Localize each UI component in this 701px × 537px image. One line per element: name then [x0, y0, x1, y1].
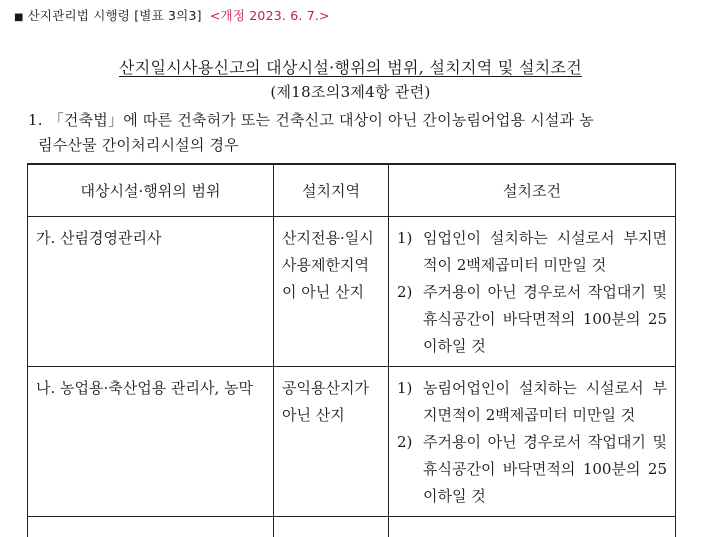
empty-cell [28, 517, 274, 537]
condition-text: 주거용이 아닌 경우로서 작업대기 및 휴식공간이 바닥면적의 100분의 25 이하일 것 [423, 279, 667, 360]
section-number: 1. [28, 111, 43, 129]
empty-cell [274, 517, 389, 537]
section-line-1 [28, 108, 683, 133]
facility-table [27, 163, 676, 537]
table-header-row [28, 164, 676, 217]
item-cell [28, 367, 274, 517]
document-header [14, 6, 330, 24]
condition-item [397, 375, 667, 429]
condition-number: 2) [397, 429, 423, 510]
section-line-2: 림수산물 간이처리시설의 경우 [28, 133, 683, 158]
table-row-continued [28, 517, 676, 537]
conditions-cell [389, 367, 676, 517]
condition-number: 1) [397, 375, 423, 429]
empty-cell [389, 517, 676, 537]
section-heading [28, 108, 683, 158]
appendix-label: [별표 3의3] [134, 8, 201, 23]
conditions-cell [389, 217, 676, 367]
header-region: 설치지역 [274, 164, 389, 217]
condition-item [397, 279, 667, 360]
item-label: 나. 농업용·축산업용 관리사, 농막 [36, 379, 253, 397]
header-scope: 대상시설·행위의 범위 [28, 164, 274, 217]
item-label: 가. 산림경영관리사 [36, 229, 161, 247]
header-conditions: 설치조건 [389, 164, 676, 217]
condition-text: 임업인이 설치하는 시설로서 부지면적이 2백제곱미터 미만일 것 [423, 225, 667, 279]
condition-item [397, 429, 667, 510]
condition-text: 주거용이 아닌 경우로서 작업대기 및 휴식공간이 바닥면적의 100분의 25 이하일 것 [423, 429, 667, 510]
condition-text: 농림어업인이 설치하는 시설로서 부지면적이 2백제곱미터 미만일 것 [423, 375, 667, 429]
region-cell: 산지전용·일시사용제한지역이 아닌 산지 [274, 217, 389, 367]
condition-item [397, 225, 667, 279]
page-title: 산지일시사용신고의 대상시설·행위의 범위, 설치지역 및 설치조건 [0, 55, 701, 78]
condition-number: 2) [397, 279, 423, 360]
law-name: 산지관리법 시행령 [28, 8, 130, 23]
table-row [28, 367, 676, 517]
region-cell: 공익용산지가 아닌 산지 [274, 367, 389, 517]
square-bullet-icon: ■ [14, 12, 24, 23]
condition-number: 1) [397, 225, 423, 279]
item-cell [28, 217, 274, 367]
page-subtitle: (제18조의3제4항 관련) [0, 81, 701, 102]
revision-link[interactable]: <개정 2023. 6. 7.> [210, 8, 330, 23]
table-row [28, 217, 676, 367]
section-text-1: 「건축법」에 따른 건축허가 또는 건축신고 대상이 아닌 간이농림어업용 시설과 농 [49, 111, 594, 129]
